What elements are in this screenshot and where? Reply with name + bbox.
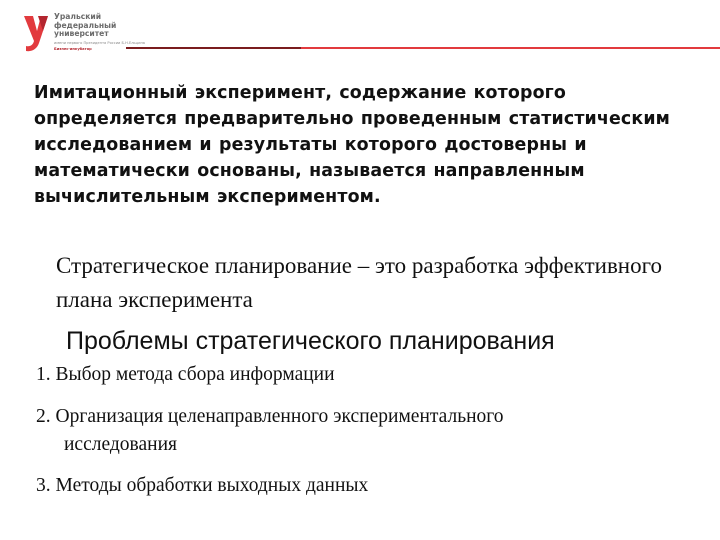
university-logo-text xyxy=(54,12,146,52)
slide-header xyxy=(0,0,720,60)
header-divider-accent xyxy=(126,47,301,49)
list-item-text: Организация целенаправленного экспериментального xyxy=(55,406,504,427)
strategic-planning-statement: Стратегическое планирование – это разработка эффективного плана эксперимента xyxy=(56,253,662,312)
list-item-continuation: исследования xyxy=(64,434,177,455)
logo-subtitle: имени первого Президента России Б.Н.Ельцина xyxy=(54,40,146,45)
logo-line: Уральский xyxy=(54,12,102,21)
list-item xyxy=(36,472,368,500)
definition-paragraph: Имитационный эксперимент, содержание которого определяется предварительно проведенным статистическим исследованием и результаты которого достоверны и математически основаны, называется направленным вычислительным экспериментом. xyxy=(34,83,671,207)
university-logo-icon xyxy=(22,13,50,53)
list-item xyxy=(36,361,335,389)
list-item-number: 3. xyxy=(36,475,51,496)
logo-subtitle-accent: Бизнес-инкубатор xyxy=(54,47,92,52)
list-item-number: 1. xyxy=(36,364,51,385)
list-item xyxy=(36,403,504,459)
list-item-number: 2. xyxy=(36,406,51,427)
list-item-text: Методы обработки выходных данных xyxy=(55,475,369,496)
problems-heading: Проблемы стратегического планирования xyxy=(66,327,555,355)
logo-line: федеральный xyxy=(54,20,117,30)
logo-line: университет xyxy=(54,29,109,39)
list-item-text: Выбор метода сбора информации xyxy=(55,364,335,385)
